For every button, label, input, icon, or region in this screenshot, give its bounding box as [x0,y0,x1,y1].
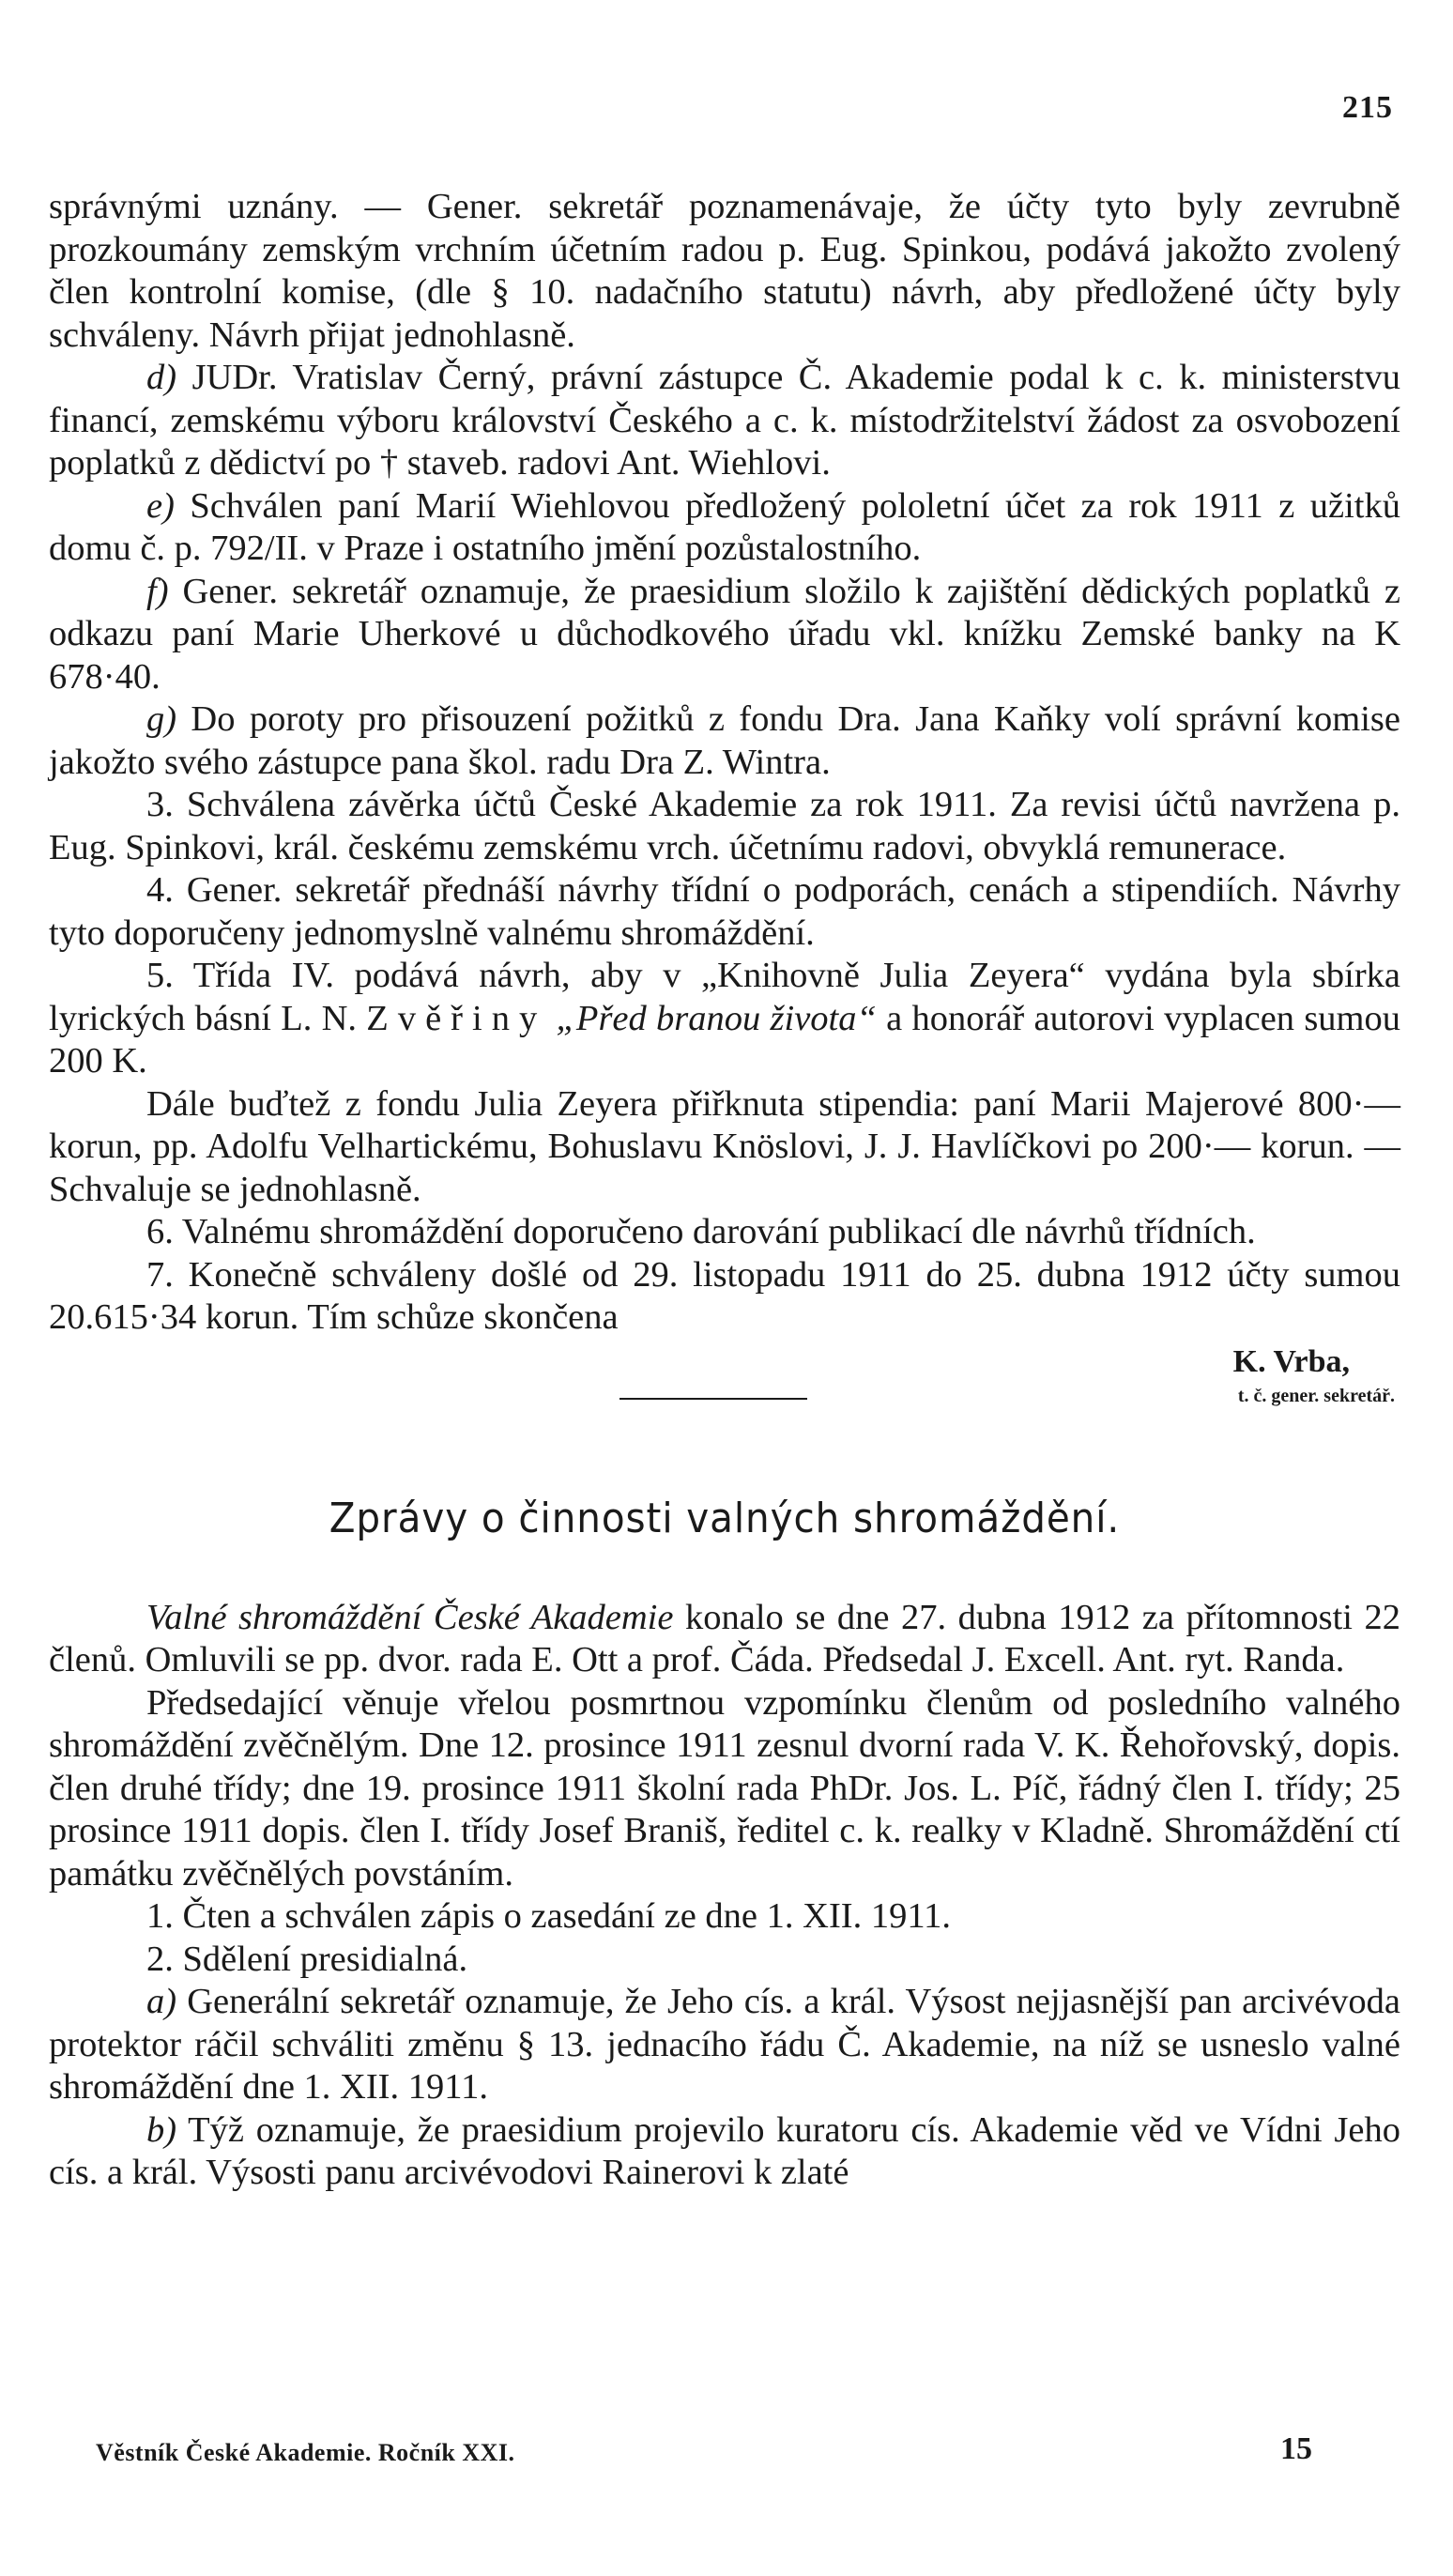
lead-italic: Valné shromáždění České Akademie [146,1597,674,1637]
paragraph-2: 2. Sdělení presidialná. [146,1939,468,1979]
paragraph-7: 7. Konečně schváleny došlé od 29. listopadu 1911 do 25. dubna 1912 účty sumou 20.615·34 korun. Tím schůze skončena [49,1254,1400,1337]
paragraph-text: a honorář autorovi vyplacen sumou 200 K. [49,998,1400,1081]
paragraph-text: JUDr. Vratislav Černý, právní zástupce Č. Akademie podal k c. k. ministerstvu financí, zemskému výboru království Českého a c. k. místodržitelství žádost za osvobození poplatků z dědictví po † staveb. radovi Ant. Wiehlovi. [49,358,1400,483]
paragraph-6: 6. Valnému shromáždění doporučeno darování publikací dle návrhů třídních. [146,1212,1256,1251]
item-label: a) [146,1982,177,2021]
paragraph-text: Generální sekretář oznamuje, že Jeho cís. a král. Výsost nejjasnější pan arcivévoda protektor ráčil schváliti změnu § 13. jednacího řádu Č. Akademie, na níž se usneslo valné shromáždění dne 1. XII. 1911. [49,1982,1400,2107]
signature-name: K. Vrba, [1232,1343,1350,1379]
paragraph-text: 5. Třída IV. podává návrh, aby v „Knihovně Julia Zeyera“ vydána byla sbírka lyrických básní L. N. [49,956,1400,1038]
book-title: „Před branou života“ [556,998,877,1038]
signature-block [49,1343,1400,1437]
paragraph-text: Týž oznamuje, že praesidium projevilo kuratoru cís. Akademie věd ve Vídni Jeho cís. a král. Výsosti panu arcivévodovi Rainerovi k zlaté [49,2109,1400,2192]
page-number: 215 [1342,90,1393,125]
paragraph-f [49,571,1400,699]
paragraph-1: 1. Čten a schválen zápis o zasedání ze dne 1. XII. 1911. [146,1896,952,1936]
paragraph-text: Do poroty pro přisouzení požitků z fondu Dra. Jana Kaňky volí správní komise jakožto svého zástupce pana škol. radu Dra Z. Wintra. [49,699,1400,782]
item-label: d) [146,358,177,397]
paragraph-a [49,1981,1400,2109]
paragraph-3: 3. Schválena závěrka účtů České Akademie za rok 1911. Za revisi účtů navržena p. Eug. Spinkovi, král. českému zemskému vrch. účetnímu radovi, obvyklá remunerace. [49,785,1400,867]
separator-rule [619,1398,807,1400]
section-title: Zprávy o činnosti valných shromáždění. [329,1494,1121,1542]
item-label: f) [146,571,169,611]
paragraph: správnými uznány. — Gener. sekretář poznamenávaje, že účty tyto byly zevrubně prozkoumány zemským vrchním účetním radou p. Eug. Spinkou, podává jakožto zvolený člen kontrolní komise, (dle § 10. nadačního statutu) návrh, aby předložené účty byly schváleny. Návrh přijat jednohlasně. [49,187,1400,355]
author-name: Zvěřiny [366,998,547,1038]
item-label: e) [146,485,175,526]
paragraph-text: Gener. sekretář oznamuje, že praesidium složilo k zajištění dědických poplatků z odkazu paní Marie Uherkové u důchodkového úřadu vkl. knížku Zemské banky na K 678·40. [49,571,1401,697]
paragraph-5 [49,955,1400,1083]
signature-role: t. č. gener. sekretář. [1237,1385,1395,1406]
paragraph-stipendia: Dále buďtež z fondu Julia Zeyera přiřknuta stipendia: paní Marii Majerové 800·— korun, pp. Adolfu Velhartickému, Bohuslavu Knöslovi, J. J. Havlíčkovi po 200·— korun. — Schvaluje se jednohlasně. [49,1083,1400,1209]
paragraph-text: Schválen paní Marií Wiehlovou předložený pololetní účet za rok 1911 z užitků domu č. p. 792/II. v Praze i ostatního jmění pozůstalostního. [49,485,1400,568]
section-lead [49,1597,1400,1682]
paragraph-d [49,357,1400,485]
paragraph-text: konalo se dne 27. dubna 1912 za přítomnosti 22 členů. Omluvili se pp. dvor. rada E. Ott a prof. Čáda. Předsedal J. Excell. Ant. ryt. Randa. [49,1597,1401,1679]
item-label: g) [146,699,177,739]
paragraph-b [49,2109,1400,2195]
document-body [49,186,1400,2195]
paragraph-g [49,698,1400,784]
footer-signature-number: 15 [1280,2431,1312,2466]
paragraph-e [49,485,1400,571]
paragraph-memorial: Předsedající věnuje vřelou posmrtnou vzpomínku členům od posledního valného shromáždění zvěčnělým. Dne 12. prosince 1911 zesnul dvorní rada V. K. Řehořovský, dopis. člen druhé třídy; dne 19. prosince 1911 školní rada PhDr. Jos. L. Píč, řádný člen I. třídy; 25 prosince 1911 dopis. člen I. třídy Josef Braniš, ředitel c. k. realky v Kladně. Shromáždění ctí památku zvěčnělých povstáním. [49,1682,1400,1894]
footer-journal-title: Věstník České Akademie. Ročník XXI. [96,2439,515,2466]
paragraph-4: 4. Gener. sekretář přednáší návrhy třídní o podporách, cenách a stipendiích. Návrhy tyto doporučeny jednomyslně valnému shromáždění. [49,870,1400,953]
item-label: b) [146,2109,177,2150]
